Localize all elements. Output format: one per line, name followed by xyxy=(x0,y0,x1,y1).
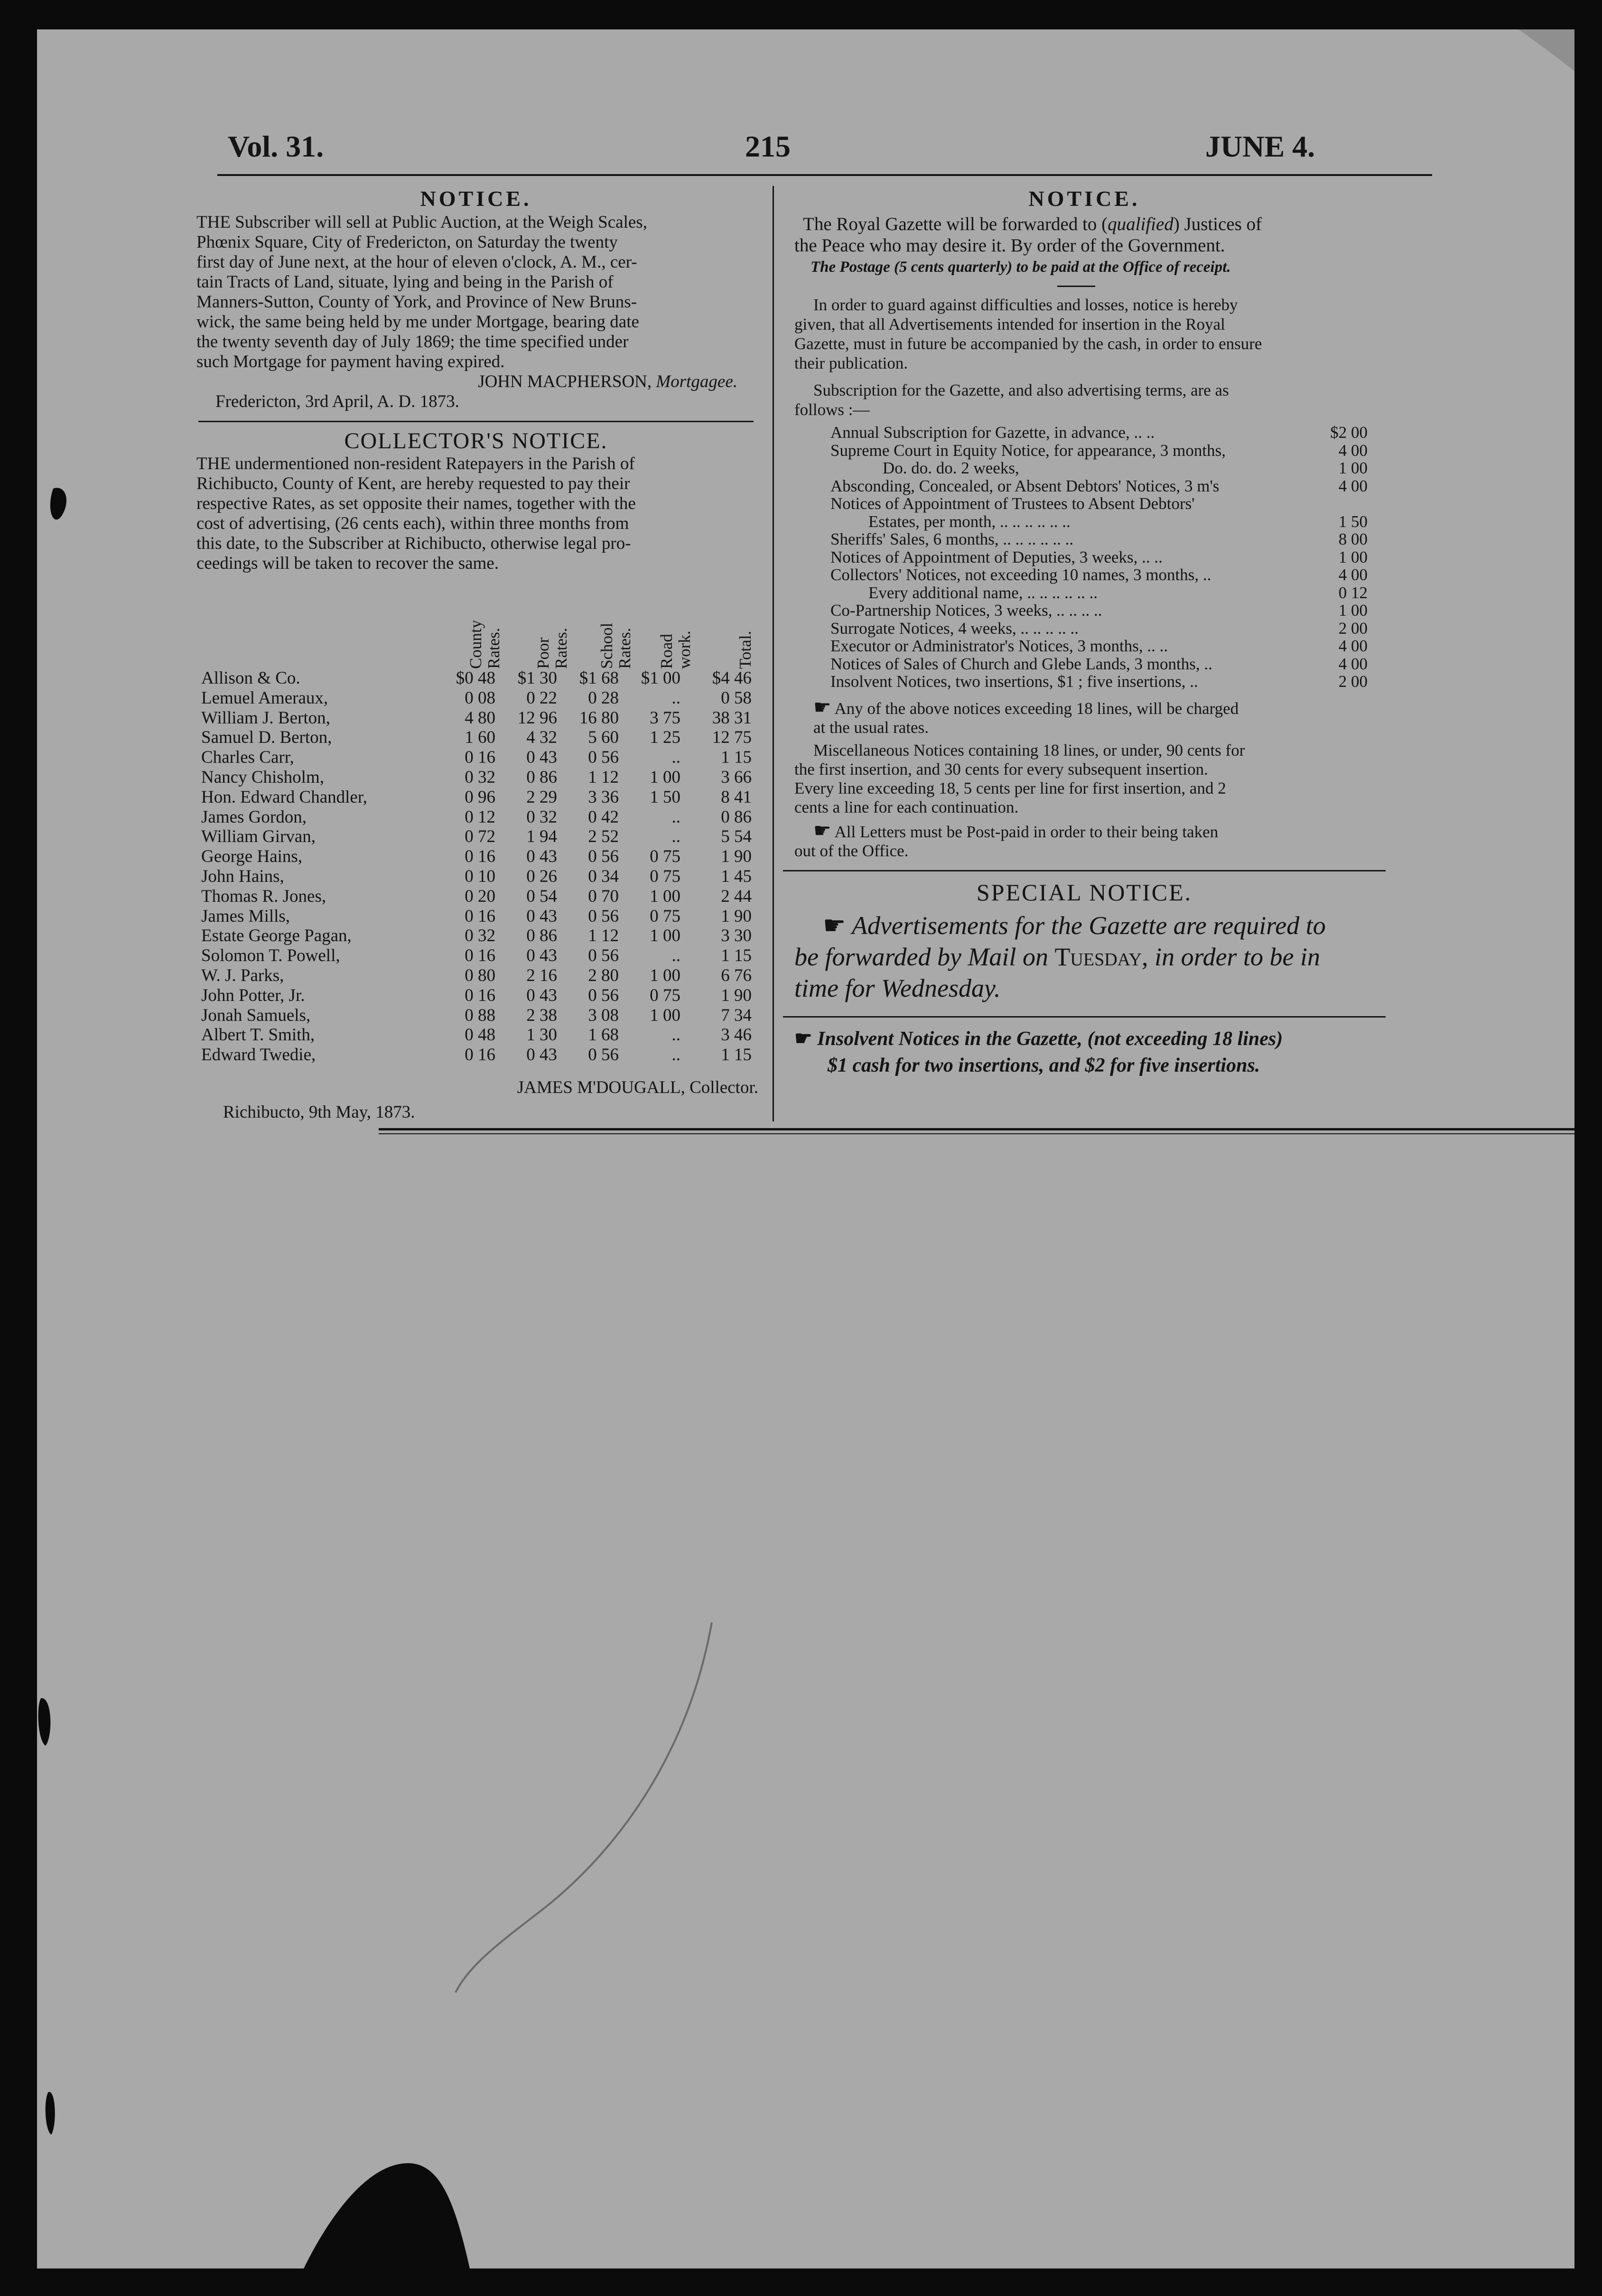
rate-road: 1 00 xyxy=(650,886,680,906)
rate-poor: 0 43 xyxy=(526,946,557,966)
rate-total: 6 76 xyxy=(721,966,752,985)
over18-text: Any of the above notices exceeding 18 lines, will be charged xyxy=(834,699,1239,718)
table-row xyxy=(201,1025,809,1047)
guard-line: In order to guard against difficulties and losses, notice is hereby xyxy=(813,296,1238,314)
table-row xyxy=(201,688,809,710)
terms-label: Sheriffs' Sales, 6 months, .. .. .. .. .. .. xyxy=(830,530,1074,548)
terms-label: Surrogate Notices, 4 weeks, .. .. .. .. .. xyxy=(830,619,1079,638)
rate-county: 0 12 xyxy=(465,807,495,827)
ratepayer-name: Lemuel Ameraux, xyxy=(201,688,328,708)
rate-road: 0 75 xyxy=(650,906,680,926)
rate-total: 0 86 xyxy=(721,807,752,827)
col-header-county: County Rates. xyxy=(466,620,503,669)
rate-school: 1 12 xyxy=(588,768,619,787)
left-notice-line: such Mortgage for payment having expired. xyxy=(196,352,505,371)
letters-text: All Letters must be Post-paid in order to their being taken xyxy=(834,823,1219,841)
rate-road: 1 50 xyxy=(650,787,680,807)
over18-note xyxy=(794,698,1388,737)
rate-poor: 0 26 xyxy=(526,867,557,886)
special-line xyxy=(794,941,1388,972)
rate-county: 0 16 xyxy=(465,847,495,867)
left-notice-line: Phœnix Square, City of Fredericton, on Saturday the twenty xyxy=(196,232,618,252)
misc-line: cents a line for each continuation. xyxy=(794,798,1019,816)
rate-school: 0 56 xyxy=(588,1045,619,1065)
ratepayer-name: Jonah Samuels, xyxy=(201,1005,311,1025)
rate-road: .. xyxy=(671,1025,680,1045)
terms-price: 4 00 xyxy=(1338,476,1368,495)
table-row xyxy=(201,767,809,789)
left-notice-signature xyxy=(196,372,756,392)
rate-poor: 0 86 xyxy=(526,926,557,946)
rate-total: 1 15 xyxy=(721,748,752,768)
rate-poor: 0 32 xyxy=(526,807,557,827)
rate-road: 1 00 xyxy=(650,768,680,787)
ratepayer-name: James Mills, xyxy=(201,906,290,926)
ratepayer-name: George Hains, xyxy=(201,847,303,867)
terms-intro xyxy=(794,380,1388,419)
rate-total: 3 66 xyxy=(721,768,752,787)
table-row xyxy=(201,846,809,869)
terms-label: Notices of Appointment of Trustees to Absent Debtors' xyxy=(830,494,1195,513)
table-row xyxy=(201,1045,809,1067)
terms-row xyxy=(830,565,1368,583)
left-notice-title: NOTICE. xyxy=(420,186,532,211)
newspaper-page xyxy=(37,29,1574,2268)
misc-notice xyxy=(794,741,1388,817)
ratepayer-name: Thomas R. Jones, xyxy=(201,886,326,906)
collector-place-date: Richibucto, 9th May, 1873. xyxy=(223,1102,415,1122)
left-notice-line: Manners-Sutton, County of York, and Province of New Bruns- xyxy=(196,292,637,312)
table-row xyxy=(201,985,809,1008)
table-row xyxy=(201,807,809,829)
bottom-rule xyxy=(379,1128,1574,1130)
gazette-qualified: qualified xyxy=(1108,214,1174,234)
rate-school: 0 56 xyxy=(588,847,619,867)
terms-row xyxy=(830,548,1368,565)
rate-poor: 2 29 xyxy=(526,787,557,807)
terms-label: Collectors' Notices, not exceeding 10 names, 3 months, .. xyxy=(830,565,1211,584)
table-row xyxy=(201,886,809,908)
collector-line: cost of advertising, (26 cents each), within three months from xyxy=(196,514,629,533)
terms-price: 2 00 xyxy=(1338,672,1368,691)
rate-school: 3 08 xyxy=(588,1005,619,1025)
insolvent-line: $1 cash for two insertions, and $2 for five insertions. xyxy=(828,1055,1260,1076)
terms-price: 4 00 xyxy=(1338,654,1368,673)
rate-road: 0 75 xyxy=(650,867,680,886)
over18-line: at the usual rates. xyxy=(813,718,929,737)
left-notice-line: wick, the same being held by me under Mortgage, bearing date xyxy=(196,312,639,332)
rate-total: 1 15 xyxy=(721,1045,752,1065)
terms-row xyxy=(830,601,1368,619)
terms-row xyxy=(830,494,1368,512)
terms-label: Co-Partnership Notices, 3 weeks, .. .. .. .. xyxy=(830,601,1102,620)
ratepayer-name: William Girvan, xyxy=(201,827,316,847)
col-header-school: School Rates. xyxy=(597,622,634,669)
rate-school: $1 68 xyxy=(579,668,619,688)
gazette-line xyxy=(794,213,1392,235)
terms-label: Notices of Sales of Church and Glebe Lands, 3 months, .. xyxy=(830,654,1212,673)
rate-county: 0 48 xyxy=(465,1025,495,1045)
right-notice-title: NOTICE. xyxy=(1028,186,1140,211)
left-notice-body xyxy=(196,213,756,412)
rate-county: 0 32 xyxy=(465,926,495,946)
left-notice-line: THE Subscriber will sell at Public Auction, at the Weigh Scales, xyxy=(196,213,647,232)
rate-poor: 0 43 xyxy=(526,1045,557,1065)
terms-price: 2 00 xyxy=(1338,619,1368,638)
terms-price: 4 00 xyxy=(1338,565,1368,584)
rate-total: 1 90 xyxy=(721,985,752,1005)
rate-road: .. xyxy=(671,748,680,768)
table-row xyxy=(201,668,809,690)
terms-label: Annual Subscription for Gazette, in advance, .. .. xyxy=(830,423,1155,442)
signature-role: Mortgagee. xyxy=(656,372,737,391)
rate-road: 0 75 xyxy=(650,847,680,867)
signature-name: JOHN MACPHERSON, xyxy=(478,372,652,391)
terms-label: Executor or Administrator's Notices, 3 months, .. .. xyxy=(830,637,1168,655)
terms-row xyxy=(830,583,1368,601)
rate-total: 3 30 xyxy=(721,926,752,946)
ratepayer-name: Albert T. Smith, xyxy=(201,1025,315,1045)
table-row xyxy=(201,945,809,968)
pointing-hand-icon: ☛ xyxy=(823,911,846,940)
rate-county: 0 16 xyxy=(465,1045,495,1065)
rate-road: 0 75 xyxy=(650,985,680,1005)
ratepayer-name: Hon. Edward Chandler, xyxy=(201,787,367,807)
rate-poor: 2 16 xyxy=(526,966,557,985)
ratepayer-name: Nancy Chisholm, xyxy=(201,768,324,787)
table-row xyxy=(201,747,809,769)
collector-line: ceedings will be taken to recover the same. xyxy=(196,554,499,573)
collector-notice-title: COLLECTOR'S NOTICE. xyxy=(344,428,608,454)
collector-notice-body xyxy=(196,454,756,574)
rate-total: 1 45 xyxy=(721,867,752,886)
collector-line: respective Rates, as set opposite their names, together with the xyxy=(196,494,636,513)
pointing-hand-icon: ☛ xyxy=(794,1028,812,1050)
rate-poor: 0 54 xyxy=(526,886,557,906)
rate-total: 7 34 xyxy=(721,1005,752,1025)
ratepayer-name: William J. Berton, xyxy=(201,708,330,728)
postage-note: The Postage (5 cents quarterly) to be paid at the Office of receipt. xyxy=(810,259,1231,276)
rate-poor: 0 43 xyxy=(526,748,557,768)
rate-county: 0 16 xyxy=(465,906,495,926)
ratepayer-name: W. J. Parks, xyxy=(201,966,284,985)
rate-total: 1 15 xyxy=(721,946,752,966)
rate-school: 0 28 xyxy=(588,688,619,708)
rate-school: 0 70 xyxy=(588,886,619,906)
rate-poor: 0 43 xyxy=(526,985,557,1005)
rate-school: 16 80 xyxy=(579,708,619,728)
collector-line: Richibucto, County of Kent, are hereby requested to pay their xyxy=(196,474,630,493)
rate-county: 0 08 xyxy=(465,688,495,708)
special-text: Advertisements for the Gazette are required to xyxy=(851,911,1326,940)
rate-poor: 1 30 xyxy=(526,1025,557,1045)
rate-road: 1 00 xyxy=(650,926,680,946)
rate-school: 5 60 xyxy=(588,728,619,748)
collector-line: THE undermentioned non-resident Ratepayers in the Parish of xyxy=(196,454,635,473)
special-rule xyxy=(783,1016,1386,1018)
right-section-rule xyxy=(783,870,1386,871)
table-row xyxy=(201,965,809,988)
col-header-poor: Poor Rates. xyxy=(534,628,570,669)
rate-poor: 1 94 xyxy=(526,827,557,847)
special-line: time for Wednesday. xyxy=(794,974,1001,1002)
rate-county: 0 16 xyxy=(465,946,495,966)
ratepayer-name: Edward Twedie, xyxy=(201,1045,316,1065)
terms-price: 4 00 xyxy=(1338,441,1368,460)
rate-road: .. xyxy=(671,946,680,966)
gazette-line: the Peace who may desire it. By order of the Government. xyxy=(794,235,1225,256)
collector-line: this date, to the Subscriber at Richibucto, otherwise legal pro- xyxy=(196,534,631,553)
pointing-hand-icon: ☛ xyxy=(813,820,831,842)
terms-label: Insolvent Notices, two insertions, $1 ; five insertions, .. xyxy=(830,672,1198,691)
rate-county: 0 16 xyxy=(465,748,495,768)
rate-school: 0 34 xyxy=(588,867,619,886)
rate-poor: 0 43 xyxy=(526,847,557,867)
short-rule xyxy=(1057,286,1095,287)
left-section-rule xyxy=(198,421,754,422)
rate-total: 8 41 xyxy=(721,787,752,807)
rate-school: 0 42 xyxy=(588,807,619,827)
misc-line: Every line exceeding 18, 5 cents per line for first insertion, and 2 xyxy=(794,779,1226,797)
letters-note xyxy=(794,822,1388,861)
letters-line xyxy=(794,822,1388,842)
table-row xyxy=(201,727,809,750)
right-notice-body xyxy=(794,213,1392,256)
left-notice-line: the twenty seventh day of July 1869; the time specified under xyxy=(196,332,629,352)
terms-row xyxy=(830,423,1368,441)
rate-poor: 0 43 xyxy=(526,906,557,926)
rate-school: 0 56 xyxy=(588,906,619,926)
insolvent-line xyxy=(794,1026,1392,1052)
insolvent-text: Insolvent Notices in the Gazette, (not exceeding 18 lines) xyxy=(817,1028,1283,1050)
volume-label: Vol. 31. xyxy=(228,130,324,163)
rate-total: 38 31 xyxy=(712,708,752,728)
misc-line: Miscellaneous Notices containing 18 lines, or under, 90 cents for xyxy=(813,741,1245,759)
rate-road: .. xyxy=(671,688,680,708)
table-row xyxy=(201,826,809,849)
rate-poor: 12 96 xyxy=(517,708,557,728)
special-text: in order to be in xyxy=(1148,943,1321,971)
rate-county: 0 32 xyxy=(465,768,495,787)
ratepayer-name: James Gordon, xyxy=(201,807,307,827)
rate-school: 1 68 xyxy=(588,1025,619,1045)
terms-row xyxy=(830,619,1368,637)
gazette-text: ) Justices of xyxy=(1173,214,1262,234)
rate-poor: 4 32 xyxy=(526,728,557,748)
table-row xyxy=(201,787,809,809)
ratepayer-name: John Potter, Jr. xyxy=(201,985,305,1005)
terms-row xyxy=(830,441,1368,459)
rate-total: 12 75 xyxy=(712,728,752,748)
insolvent-note xyxy=(794,1026,1392,1079)
rate-total: 3 46 xyxy=(721,1025,752,1045)
ratepayer-name: Samuel D. Berton, xyxy=(201,728,332,748)
terms-price: 1 00 xyxy=(1338,601,1368,620)
rate-total: 0 58 xyxy=(721,688,752,708)
ratepayer-name: Solomon T. Powell, xyxy=(201,946,340,966)
collector-signature: JAMES M'DOUGALL, Collector. xyxy=(517,1078,758,1097)
ratepayer-name: Estate George Pagan, xyxy=(201,926,352,946)
terms-row xyxy=(830,672,1368,690)
rate-road: 1 00 xyxy=(650,966,680,985)
over18-line xyxy=(794,698,1388,718)
terms-label: Notices of Appointment of Deputies, 3 weeks, .. .. xyxy=(830,547,1163,566)
issue-date: JUNE 4. xyxy=(1205,130,1315,163)
special-notice-body xyxy=(794,910,1388,1004)
terms-price: 0 12 xyxy=(1338,583,1368,602)
terms-row xyxy=(830,637,1368,654)
terms-price: $2 00 xyxy=(1330,423,1368,442)
rate-school: 3 36 xyxy=(588,787,619,807)
pointing-hand-icon: ☛ xyxy=(813,697,831,719)
rate-school: 0 56 xyxy=(588,748,619,768)
rate-school: 0 56 xyxy=(588,985,619,1005)
rate-road: $1 00 xyxy=(641,668,680,688)
terms-price: 1 50 xyxy=(1338,512,1368,531)
rate-school: 2 52 xyxy=(588,827,619,847)
rate-county: 4 80 xyxy=(465,708,495,728)
guard-line: Gazette, must in future be accompanied by the cash, in order to ensure xyxy=(794,334,1262,353)
table-row xyxy=(201,866,809,889)
rate-county: 0 20 xyxy=(465,886,495,906)
terms-label: Absconding, Concealed, or Absent Debtors' Notices, 3 m's xyxy=(830,476,1220,495)
col-header-road: Road work. xyxy=(657,630,694,669)
table-row xyxy=(201,926,809,948)
rate-county: 0 16 xyxy=(465,985,495,1005)
terms-label: Supreme Court in Equity Notice, for appearance, 3 months, xyxy=(830,441,1226,460)
rate-road: 3 75 xyxy=(650,708,680,728)
terms-row xyxy=(830,512,1368,530)
ratepayer-name: Charles Carr, xyxy=(201,748,294,768)
rate-road: .. xyxy=(671,1045,680,1065)
rate-road: 1 00 xyxy=(650,1005,680,1025)
rate-total: 2 44 xyxy=(721,886,752,906)
bottom-rule-thin xyxy=(379,1133,1574,1134)
special-tuesday: Tuesday, xyxy=(1054,943,1148,971)
terms-label: Estates, per month, .. .. .. .. .. .. xyxy=(868,512,1071,531)
rate-poor: 0 86 xyxy=(526,768,557,787)
letters-line: out of the Office. xyxy=(794,842,909,860)
rate-poor: 0 22 xyxy=(526,688,557,708)
terms-price: 4 00 xyxy=(1338,637,1368,655)
rate-county: 0 10 xyxy=(465,867,495,886)
special-text: be forwarded by Mail on xyxy=(794,943,1055,971)
terms-label: Do. do. do. 2 weeks, xyxy=(883,459,1019,477)
rate-school: 1 12 xyxy=(588,926,619,946)
misc-line: the first insertion, and 30 cents for every subsequent insertion. xyxy=(794,760,1208,778)
table-row xyxy=(201,1005,809,1028)
left-notice-line: first day of June next, at the hour of eleven o'clock, A. M., cer- xyxy=(196,252,637,272)
terms-row xyxy=(830,655,1368,672)
terms-label: Every additional name, .. .. .. .. .. .. xyxy=(868,583,1098,602)
rate-total: $4 46 xyxy=(712,668,752,688)
terms-price: 1 00 xyxy=(1338,459,1368,477)
guard-line: their publication. xyxy=(794,354,908,372)
rate-road: .. xyxy=(671,807,680,827)
rate-county: $0 48 xyxy=(456,668,495,688)
terms-row xyxy=(830,530,1368,547)
rate-road: .. xyxy=(671,827,680,847)
ratepayer-name: Allison & Co. xyxy=(201,668,300,688)
rate-school: 0 56 xyxy=(588,946,619,966)
rate-poor: 2 38 xyxy=(526,1005,557,1025)
left-notice-line: tain Tracts of Land, situate, lying and being in the Parish of xyxy=(196,272,614,292)
guard-line: given, that all Advertisements intended for insertion in the Royal xyxy=(794,315,1225,333)
rate-county: 0 80 xyxy=(465,966,495,985)
rate-poor: $1 30 xyxy=(517,668,557,688)
rate-school: 2 80 xyxy=(588,966,619,985)
terms-row xyxy=(830,459,1368,476)
left-notice-place-date: Fredericton, 3rd April, A. D. 1873. xyxy=(215,392,459,411)
gazette-text: The Royal Gazette will be forwarded to ( xyxy=(803,214,1108,234)
table-row xyxy=(201,708,809,730)
terms-price: 1 00 xyxy=(1338,547,1368,566)
rate-total: 1 90 xyxy=(721,906,752,926)
rate-road: 1 25 xyxy=(650,728,680,748)
terms-intro-line: follows :— xyxy=(794,400,870,419)
rate-county: 0 72 xyxy=(465,827,495,847)
guard-notice xyxy=(794,295,1388,373)
rate-county: 1 60 xyxy=(465,728,495,748)
terms-row xyxy=(830,477,1368,494)
special-notice-title: SPECIAL NOTICE. xyxy=(976,879,1192,906)
ratepayer-name: John Hains, xyxy=(201,867,284,886)
terms-intro-line: Subscription for the Gazette, and also advertising terms, are as xyxy=(813,381,1229,399)
col-header-total: Total. xyxy=(736,630,754,669)
rate-total: 5 54 xyxy=(721,827,752,847)
page-number: 215 xyxy=(745,130,791,163)
special-line xyxy=(794,910,1388,941)
header-rule xyxy=(217,174,1432,176)
terms-price: 8 00 xyxy=(1338,530,1368,548)
rate-county: 0 88 xyxy=(465,1005,495,1025)
rate-total: 1 90 xyxy=(721,847,752,867)
rate-county: 0 96 xyxy=(465,787,495,807)
table-row xyxy=(201,906,809,928)
